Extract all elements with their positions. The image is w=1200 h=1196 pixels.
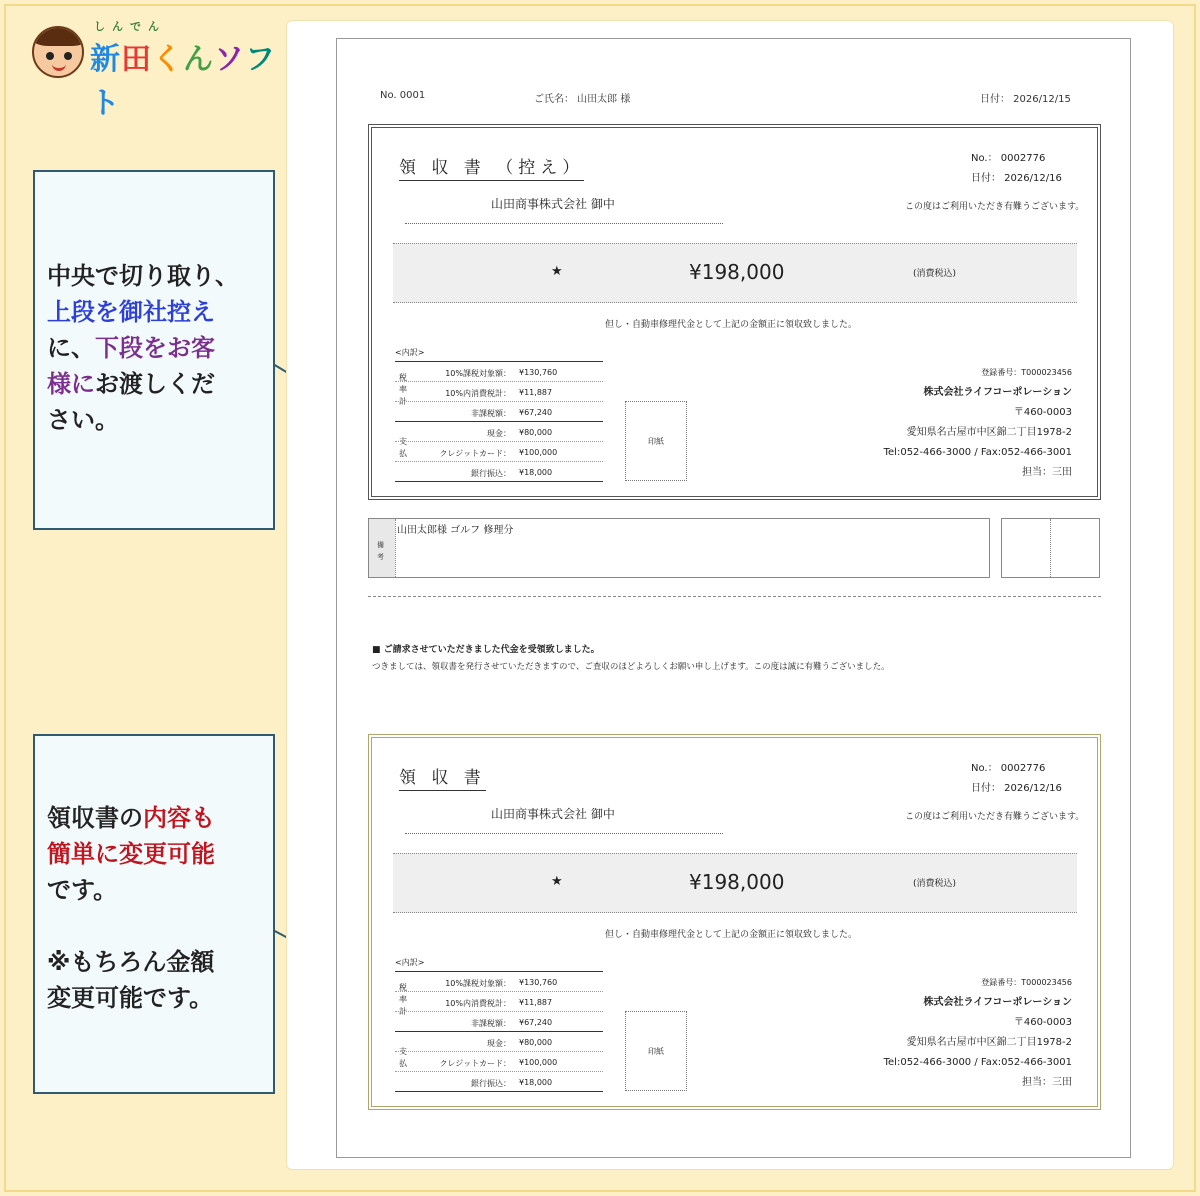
table-row: 銀行振込： ¥18,000: [395, 462, 603, 482]
callout-text: 簡単に変更可能: [47, 840, 215, 868]
receipt-memo: 但し・自動車修理代金として上記の金額正に領収致しました。: [605, 930, 858, 940]
header-date: 日付： 2026/12/15: [980, 94, 1071, 105]
breakdown-table: [395, 971, 603, 1092]
receipt-copy: [368, 124, 1101, 500]
tax-group-label: 税 率 計: [399, 373, 407, 406]
table-row: クレジットカード： ¥100,000: [395, 1052, 603, 1072]
receipt-title: 領 収 書 （控え）: [399, 153, 584, 181]
pay-group-label: 支 払: [399, 437, 407, 458]
issuer-block: 登録番号：T000023456 株式会社ライフコーポレーション 〒460-0003 愛知県名古屋市中区錦二丁目1978-2 Tel:052-466-3000 / Fax:052-466-3001 担当：三田: [883, 368, 1072, 478]
table-row: クレジットカード： ¥100,000: [395, 442, 603, 462]
callout-text: 上段を御社控え: [47, 298, 215, 326]
tax-note: (消費税込): [913, 879, 957, 889]
revenue-stamp-box: 印紙: [625, 401, 687, 481]
callout-text: です。: [47, 876, 118, 904]
breakdown-label: <内訳>: [395, 348, 425, 357]
table-row: 銀行振込： ¥18,000: [395, 1072, 603, 1092]
remarks-box[interactable]: [368, 518, 990, 578]
mascot-face-icon: [32, 26, 84, 78]
remarks-text: 山田太郎様 ゴルフ 修理分: [397, 525, 514, 536]
callout-text: に、下段をお客: [47, 334, 215, 362]
payee-underline: [405, 833, 723, 834]
remarks-label: 備 考: [369, 519, 395, 577]
table-row: 10%課税対象額： ¥130,760: [395, 362, 603, 382]
breakdown-label: <内訳>: [395, 958, 425, 967]
header-no: No. 0001: [380, 90, 426, 101]
table-row: 10%内消費税計： ¥11,887: [395, 992, 603, 1012]
callout-editable-note: [33, 734, 275, 1094]
issuer-block: 登録番号：T000023456 株式会社ライフコーポレーション 〒460-0003 愛知県名古屋市中区錦二丁目1978-2 Tel:052-466-3000 / Fax:052-466-3001 担当：三田: [883, 978, 1072, 1088]
amount-value: ¥198,000: [689, 870, 785, 894]
receipt-meta: No.： 0002776 日付： 2026/12/16: [971, 763, 1062, 794]
notice-heading: ■ ご請求させていただきました代金を受領致しました。: [372, 645, 600, 655]
logo-ruby-text: しんでん: [94, 20, 166, 33]
payee-name: 山田商事株式会社 御中: [491, 807, 615, 821]
brand-logo[interactable]: [28, 18, 288, 121]
notice-body: つきましては、領収書を発行させていただきますので、ご査収のほどよろしくお願い申し上げます。この度は誠に有難うございました。: [372, 662, 890, 672]
payee-underline: [405, 223, 723, 224]
amount-band: [393, 243, 1077, 303]
tax-note: (消費税込): [913, 269, 957, 279]
breakdown-table: [395, 361, 603, 482]
table-row: 10%課税対象額： ¥130,760: [395, 972, 603, 992]
cut-line: [368, 596, 1101, 597]
thanks-text: この度はご利用いただき有難うございます。: [905, 202, 1085, 212]
receipt-customer: [368, 734, 1101, 1110]
callout-text: 様にお渡しくだ: [47, 370, 215, 398]
receipt-memo: 但し・自動車修理代金として上記の金額正に領収致しました。: [605, 320, 858, 330]
table-row: 現金： ¥80,000: [395, 1032, 603, 1052]
receipt-meta: No.： 0002776 日付： 2026/12/16: [971, 153, 1062, 184]
amount-value: ¥198,000: [689, 260, 785, 284]
star-icon: ★: [551, 264, 563, 279]
thanks-text: この度はご利用いただき有難うございます。: [905, 812, 1085, 822]
signature-boxes: [1001, 518, 1100, 578]
callout-text: 中央で切り取り、: [47, 262, 239, 290]
callout-text: 領収書の内容も: [47, 804, 215, 832]
star-icon: ★: [551, 874, 563, 889]
header-customer: ご氏名： 山田太郎 様: [534, 94, 631, 105]
table-row: 非課税額： ¥67,240: [395, 1012, 603, 1032]
table-row: 10%内消費税計： ¥11,887: [395, 382, 603, 402]
callout-text: 変更可能です。: [47, 984, 214, 1012]
payee-name: 山田商事株式会社 御中: [491, 197, 615, 211]
receipt-title: 領 収 書: [399, 763, 486, 791]
table-row: 非課税額： ¥67,240: [395, 402, 603, 422]
callout-text: ※もちろん金額: [47, 948, 215, 976]
callout-text: さい。: [47, 406, 119, 434]
logo-text: 新田くんソフト: [90, 42, 276, 121]
pay-group-label: 支 払: [399, 1047, 407, 1068]
callout-cut-instructions: [33, 170, 275, 530]
tax-group-label: 税 率 計: [399, 983, 407, 1016]
table-row: 現金： ¥80,000: [395, 422, 603, 442]
amount-band: [393, 853, 1077, 913]
revenue-stamp-box: 印紙: [625, 1011, 687, 1091]
